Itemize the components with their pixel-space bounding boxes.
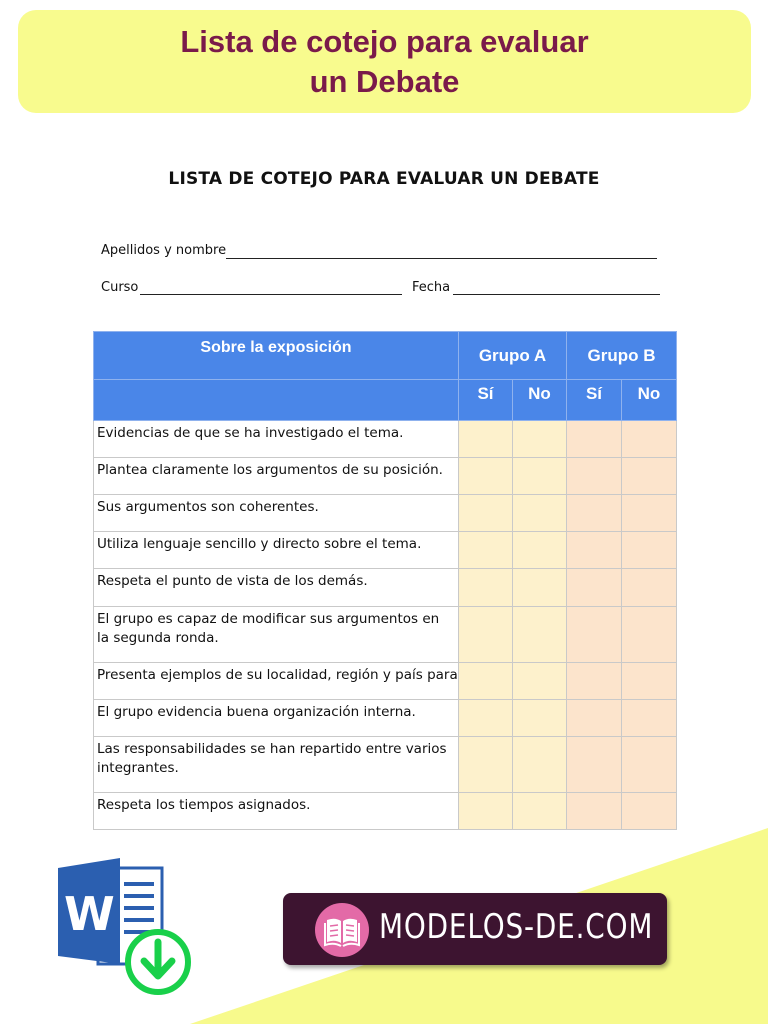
group-a-yes-cell[interactable] — [459, 532, 513, 569]
group-b-no-cell[interactable] — [622, 737, 677, 793]
header-group-b-no: No — [622, 380, 677, 421]
banner-title-line1: Lista de cotejo para evaluar — [180, 23, 589, 59]
group-a-no-cell[interactable] — [513, 458, 567, 495]
criterion-text: Respeta el punto de vista de los demás. — [94, 569, 459, 607]
group-b-yes-cell[interactable] — [567, 569, 622, 607]
header-group-a-no: No — [513, 380, 567, 421]
table-row — [94, 607, 677, 663]
group-a-no-cell[interactable] — [513, 421, 567, 458]
banner-title-line2: un Debate — [309, 63, 460, 99]
group-a-yes-cell[interactable] — [459, 700, 513, 737]
date-blank-line — [453, 294, 660, 295]
group-a-no-cell[interactable] — [513, 569, 567, 607]
table-row — [94, 569, 677, 607]
header-criteria: Sobre la exposición — [94, 332, 459, 380]
group-a-yes-cell[interactable] — [459, 458, 513, 495]
criterion-text: El grupo es capaz de modificar sus argumentos en la segunda ronda. — [94, 607, 459, 663]
brand-circle — [315, 903, 369, 957]
group-b-yes-cell[interactable] — [567, 607, 622, 663]
course-label: Curso — [101, 280, 139, 295]
group-a-no-cell[interactable] — [513, 532, 567, 569]
document-title: LISTA DE COTEJO PARA EVALUAR UN DEBATE — [168, 169, 600, 189]
table-row — [94, 458, 677, 495]
course-blank-line — [140, 294, 402, 295]
criterion-text: Evidencias de que se ha investigado el tema. — [94, 421, 459, 458]
group-a-yes-cell[interactable] — [459, 607, 513, 663]
group-a-yes-cell[interactable] — [459, 793, 513, 830]
criterion-text: Utiliza lenguaje sencillo y directo sobre el tema. — [94, 532, 459, 569]
group-a-no-cell[interactable] — [513, 607, 567, 663]
group-b-yes-cell[interactable] — [567, 663, 622, 700]
group-b-yes-cell[interactable] — [567, 495, 622, 532]
table-row — [94, 793, 677, 830]
group-a-yes-cell[interactable] — [459, 737, 513, 793]
header-group-a-yes: Sí — [459, 380, 513, 421]
header-group-b: Grupo B — [567, 332, 677, 380]
group-b-yes-cell[interactable] — [567, 700, 622, 737]
header-group-b-yes: Sí — [567, 380, 622, 421]
svg-text:W: W — [64, 887, 115, 941]
group-b-yes-cell[interactable] — [567, 458, 622, 495]
criterion-text: Plantea claramente los argumentos de su posición. — [94, 458, 459, 495]
group-b-no-cell[interactable] — [622, 607, 677, 663]
group-b-no-cell[interactable] — [622, 458, 677, 495]
table-row — [94, 700, 677, 737]
group-a-yes-cell[interactable] — [459, 569, 513, 607]
group-a-yes-cell[interactable] — [459, 663, 513, 700]
book-icon — [315, 903, 369, 957]
group-a-no-cell[interactable] — [513, 663, 567, 700]
group-a-no-cell[interactable] — [513, 793, 567, 830]
criterion-text: Respeta los tiempos asignados. — [94, 793, 459, 830]
table-row — [94, 737, 677, 793]
brand-name: MODELOS-DE.COM — [379, 907, 654, 947]
criterion-text: Sus argumentos son coherentes. — [94, 495, 459, 532]
group-a-yes-cell[interactable] — [459, 421, 513, 458]
date-label: Fecha — [412, 280, 451, 295]
group-b-yes-cell[interactable] — [567, 793, 622, 830]
group-b-yes-cell[interactable] — [567, 737, 622, 793]
criterion-text: El grupo evidencia buena organización interna. — [94, 700, 459, 737]
header-group-a: Grupo A — [459, 332, 567, 380]
header-blank — [94, 380, 459, 421]
criterion-text: Presenta ejemplos de su localidad, región y país para — [94, 663, 459, 700]
group-a-yes-cell[interactable] — [459, 495, 513, 532]
table-row — [94, 663, 677, 700]
group-b-no-cell[interactable] — [622, 700, 677, 737]
group-b-no-cell[interactable] — [622, 663, 677, 700]
name-blank-line — [226, 258, 657, 259]
criterion-text: Las responsabilidades se han repartido entre varios integrantes. — [94, 737, 459, 793]
title-banner — [18, 10, 751, 113]
checklist-table — [93, 331, 677, 830]
word-download-icon[interactable] — [58, 858, 194, 1000]
name-label: Apellidos y nombre — [101, 243, 227, 258]
table-row — [94, 532, 677, 569]
group-a-no-cell[interactable] — [513, 495, 567, 532]
group-b-no-cell[interactable] — [622, 532, 677, 569]
group-b-no-cell[interactable] — [622, 793, 677, 830]
brand-logo[interactable] — [283, 893, 667, 965]
group-b-no-cell[interactable] — [622, 495, 677, 532]
group-b-yes-cell[interactable] — [567, 532, 622, 569]
group-b-no-cell[interactable] — [622, 421, 677, 458]
group-a-no-cell[interactable] — [513, 737, 567, 793]
table-row — [94, 421, 677, 458]
group-b-no-cell[interactable] — [622, 569, 677, 607]
table-row — [94, 495, 677, 532]
group-b-yes-cell[interactable] — [567, 421, 622, 458]
group-a-no-cell[interactable] — [513, 700, 567, 737]
